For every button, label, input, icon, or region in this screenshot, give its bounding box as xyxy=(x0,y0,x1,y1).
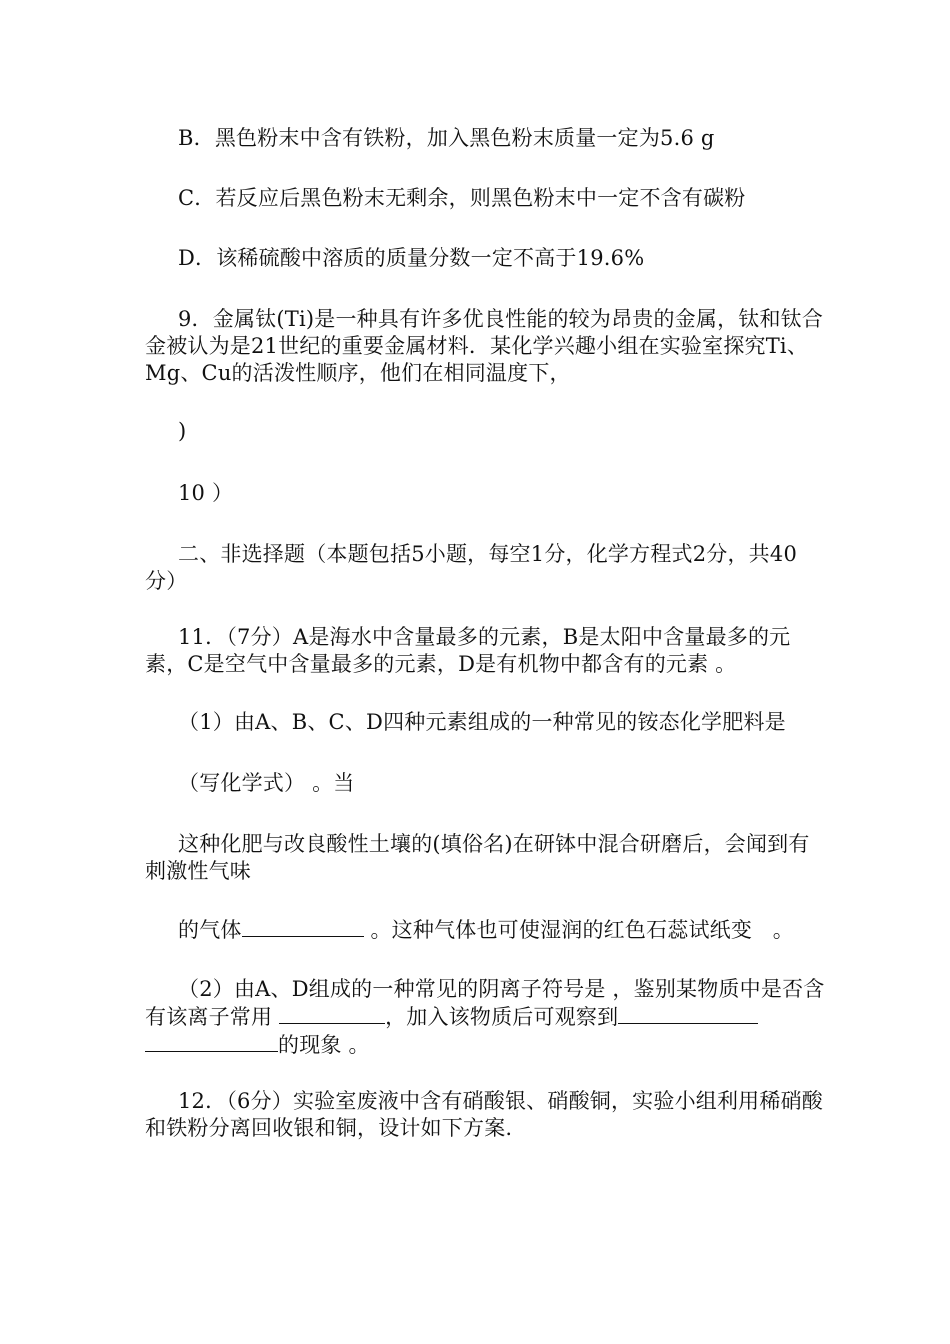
question-11-part-2 xyxy=(145,976,825,1059)
question-11-part-1: （1）由A、B、C、D四种元素组成的一种常见的铵态化学肥料是 xyxy=(178,710,786,734)
question-12: 12．（6分）实验室废液中含有硝酸银、硝酸铜，实验小组利用稀硝酸和铁粉分离回收银和铜，设计如下方案. xyxy=(145,1089,823,1140)
part-2-tail: 的现象 。 xyxy=(278,1033,370,1057)
part-2-mid: ，加入该物质后可观察到 xyxy=(385,1005,619,1029)
question-11-part-1-formula: （写化学式） 。当 xyxy=(178,771,355,795)
question-11-part-1-context: 这种化肥与改良酸性土壤的(填俗名)在研钵中混合研磨后，会闻到有刺激性气味 xyxy=(145,832,810,883)
answer-blank[interactable] xyxy=(242,916,364,937)
question-11-part-1-gas xyxy=(178,916,858,944)
option-b: B．黑色粉末中含有铁粉，加入黑色粉末质量一定为5.6 g xyxy=(178,126,715,150)
gas-label: 的气体 xyxy=(178,918,242,942)
answer-blank[interactable] xyxy=(145,1031,278,1052)
question-10: 10 ） xyxy=(178,481,234,505)
answer-blank[interactable] xyxy=(618,1003,758,1024)
section-2-heading: 二、非选择题（本题包括5小题，每空1分，化学方程式2分，共40分） xyxy=(145,542,798,593)
part-2-lead: （2）由A、D组成的一种常见的阴离子符号是 ，鉴别某物质中是否含有该离子常用 xyxy=(145,977,825,1029)
option-d: D．该稀硫酸中溶质的质量分数一定不高于19.6% xyxy=(178,246,645,270)
answer-blank[interactable] xyxy=(279,1003,385,1024)
question-11: 11．（7分）A是海水中含量最多的元素，B是太阳中含量最多的元素，C是空气中含量最多的元素，D是有机物中都含有的元素 。 xyxy=(145,625,791,676)
question-9: 9．金属钛(Ti)是一种具有许多优良性能的较为昂贵的金属，钛和钛合金被认为是21世纪的重要金属材料．某化学兴趣小组在实验室探究Ti、Mg、Cu的活泼性顺序，他们在相同温度下， xyxy=(145,307,824,385)
option-c: C．若反应后黑色粉末无剩余，则黑色粉末中一定不含有碳粉 xyxy=(178,186,746,210)
question-9-answer-paren: ) xyxy=(178,419,187,443)
gas-follow: 。这种气体也可使湿润的红色石蕊试纸变 。 xyxy=(363,918,794,942)
